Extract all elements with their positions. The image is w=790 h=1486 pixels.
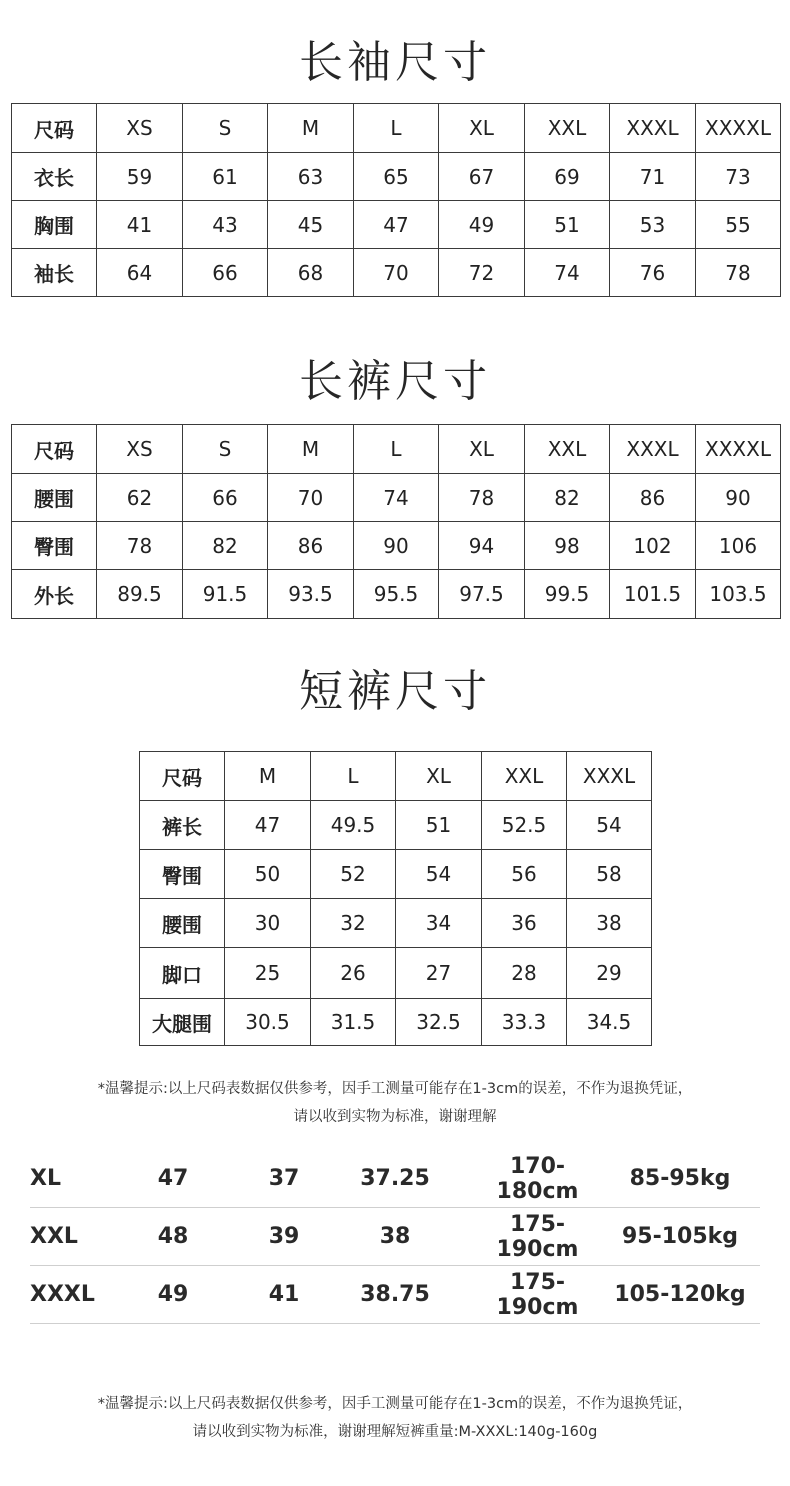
table-cell: 89.5 <box>97 570 183 619</box>
table-cell: 71 <box>610 153 696 201</box>
table-cell: 47 <box>225 801 311 850</box>
table-cell: 30 <box>225 899 311 948</box>
table-cell: 54 <box>396 850 482 899</box>
table-cell: 69 <box>525 153 610 201</box>
table-cell: 82 <box>525 474 610 522</box>
fit-row <box>30 1208 760 1266</box>
table-cell: 52.5 <box>482 801 567 850</box>
note-line: 请以收到实物为标准，谢谢理解 <box>293 1109 497 1125</box>
table-cell: 29 <box>567 948 652 999</box>
table-cell: 36 <box>482 899 567 948</box>
table-cell: 34 <box>396 899 482 948</box>
table-cell: 59 <box>97 153 183 201</box>
table-cell: 56 <box>482 850 567 899</box>
fit-row <box>30 1150 760 1208</box>
long-pants-size-table <box>11 424 781 619</box>
table-cell: 76 <box>610 249 696 297</box>
table-cell: 70 <box>354 249 439 297</box>
fit-value: 175-190cm <box>496 1211 579 1262</box>
fit-reference-grid <box>30 1150 760 1324</box>
table-row <box>140 948 652 999</box>
table-cell: 47 <box>354 201 439 249</box>
table-cell: XXXL <box>567 752 652 801</box>
fit-value: 49 <box>157 1282 189 1307</box>
table-cell: 97.5 <box>439 570 525 619</box>
row-label-cell: 腰围 <box>12 474 97 522</box>
row-label-cell: 尺码 <box>140 752 225 801</box>
table-cell: 49 <box>439 201 525 249</box>
table-cell: 68 <box>268 249 354 297</box>
table-cell: 25 <box>225 948 311 999</box>
table-cell: 74 <box>354 474 439 522</box>
table-cell: 30.5 <box>225 999 311 1046</box>
fit-value: 85-95kg <box>629 1166 731 1191</box>
table-cell: S <box>183 425 268 474</box>
table-cell: 70 <box>268 474 354 522</box>
row-label-cell: 衣长 <box>12 153 97 201</box>
fit-value: 47 <box>157 1166 189 1191</box>
table-row <box>12 522 781 570</box>
table-cell: 66 <box>183 249 268 297</box>
row-label-cell: 胸围 <box>12 201 97 249</box>
table-cell: 72 <box>439 249 525 297</box>
table-cell: 33.3 <box>482 999 567 1046</box>
table-cell: 54 <box>567 801 652 850</box>
table-row <box>12 201 781 249</box>
table-cell: XXXXL <box>696 104 781 153</box>
row-label-cell: 腰围 <box>140 899 225 948</box>
table-row <box>140 850 652 899</box>
table-cell: XXXL <box>610 104 696 153</box>
row-label-cell: 脚口 <box>140 948 225 999</box>
table-cell: M <box>268 425 354 474</box>
table-cell: 94 <box>439 522 525 570</box>
fit-value: 175-190cm <box>496 1269 579 1320</box>
table-cell: 51 <box>396 801 482 850</box>
table-cell: 64 <box>97 249 183 297</box>
table-cell: 78 <box>439 474 525 522</box>
table-cell: 62 <box>97 474 183 522</box>
table-cell: 26 <box>311 948 396 999</box>
table-row <box>140 801 652 850</box>
table-cell: 41 <box>97 201 183 249</box>
fit-size-label: XXL <box>30 1224 78 1249</box>
table-cell: 45 <box>268 201 354 249</box>
long-sleeve-size-table <box>11 103 781 297</box>
table-cell: 50 <box>225 850 311 899</box>
table-cell: XL <box>439 104 525 153</box>
table-cell: 73 <box>696 153 781 201</box>
table-cell: 93.5 <box>268 570 354 619</box>
fit-value: 38 <box>379 1224 411 1249</box>
row-label-cell: 袖长 <box>12 249 97 297</box>
table-cell: 28 <box>482 948 567 999</box>
row-label-cell: 外长 <box>12 570 97 619</box>
table-cell: 78 <box>696 249 781 297</box>
table-cell: L <box>354 425 439 474</box>
shorts-size-table <box>139 751 652 1046</box>
table-cell: 61 <box>183 153 268 201</box>
table-cell: 43 <box>183 201 268 249</box>
table-cell: 99.5 <box>525 570 610 619</box>
shorts-title: 短裤尺寸 <box>299 666 491 717</box>
table-row <box>12 249 781 297</box>
table-cell: 63 <box>268 153 354 201</box>
row-label-cell: 尺码 <box>12 425 97 474</box>
fit-value: 39 <box>268 1224 300 1249</box>
table-cell: 101.5 <box>610 570 696 619</box>
table-row <box>12 153 781 201</box>
row-label-cell: 裤长 <box>140 801 225 850</box>
fit-size-label: XL <box>30 1166 61 1191</box>
table-cell: XXXXL <box>696 425 781 474</box>
table-cell: XXL <box>525 104 610 153</box>
table-cell: M <box>268 104 354 153</box>
fit-row <box>30 1266 760 1324</box>
table-cell: XS <box>97 104 183 153</box>
table-cell: 65 <box>354 153 439 201</box>
fit-value: 48 <box>157 1224 189 1249</box>
table-cell: XXXL <box>610 425 696 474</box>
fit-size-label: XXXL <box>30 1282 95 1307</box>
fit-value: 105-120kg <box>614 1282 746 1307</box>
table-cell: 102 <box>610 522 696 570</box>
table-cell: 38 <box>567 899 652 948</box>
table-cell: L <box>354 104 439 153</box>
table-cell: 34.5 <box>567 999 652 1046</box>
fit-value: 38.75 <box>360 1282 430 1307</box>
note-line: *温馨提示:以上尺码表数据仅供参考，因手工测量可能存在1-3cm的误差，不作为退换凭证， <box>97 1396 693 1412</box>
fit-value: 37 <box>268 1166 300 1191</box>
note-line: *温馨提示:以上尺码表数据仅供参考，因手工测量可能存在1-3cm的误差，不作为退换凭证， <box>97 1081 693 1097</box>
table-cell: 103.5 <box>696 570 781 619</box>
table-row <box>140 899 652 948</box>
fit-value: 95-105kg <box>621 1224 739 1249</box>
table-cell: 106 <box>696 522 781 570</box>
fit-value: 37.25 <box>360 1166 430 1191</box>
table-cell: 90 <box>354 522 439 570</box>
table-cell: XXL <box>482 752 567 801</box>
table-cell: XXL <box>525 425 610 474</box>
row-label-cell: 臀围 <box>12 522 97 570</box>
size-disclaimer-note <box>0 1075 790 1131</box>
row-label-cell: 臀围 <box>140 850 225 899</box>
table-cell: 67 <box>439 153 525 201</box>
table-cell: 86 <box>610 474 696 522</box>
table-cell: L <box>311 752 396 801</box>
table-cell: XL <box>439 425 525 474</box>
table-cell: 31.5 <box>311 999 396 1046</box>
table-cell: 52 <box>311 850 396 899</box>
table-cell: 82 <box>183 522 268 570</box>
table-cell: 90 <box>696 474 781 522</box>
row-label-cell: 尺码 <box>12 104 97 153</box>
table-cell: 32 <box>311 899 396 948</box>
size-header-row <box>12 425 781 474</box>
row-label-cell: 大腿围 <box>140 999 225 1046</box>
table-cell: 91.5 <box>183 570 268 619</box>
table-cell: 78 <box>97 522 183 570</box>
size-header-row <box>140 752 652 801</box>
table-cell: 49.5 <box>311 801 396 850</box>
note-line: 请以收到实物为标准，谢谢理解短裤重量:M-XXXL:140g-160g <box>192 1424 598 1440</box>
table-cell: 53 <box>610 201 696 249</box>
table-cell: 74 <box>525 249 610 297</box>
fit-value: 41 <box>268 1282 300 1307</box>
table-cell: 86 <box>268 522 354 570</box>
table-cell: S <box>183 104 268 153</box>
table-cell: M <box>225 752 311 801</box>
table-cell: XS <box>97 425 183 474</box>
table-row <box>12 474 781 522</box>
table-cell: 98 <box>525 522 610 570</box>
table-row <box>12 570 781 619</box>
table-row <box>140 999 652 1046</box>
table-cell: 58 <box>567 850 652 899</box>
size-header-row <box>12 104 781 153</box>
shorts-weight-note <box>0 1390 790 1446</box>
table-cell: 51 <box>525 201 610 249</box>
table-cell: 55 <box>696 201 781 249</box>
table-cell: 66 <box>183 474 268 522</box>
table-cell: XL <box>396 752 482 801</box>
table-cell: 32.5 <box>396 999 482 1046</box>
long-sleeve-title: 长袖尺寸 <box>299 37 491 88</box>
fit-value: 170-180cm <box>496 1153 579 1204</box>
table-cell: 27 <box>396 948 482 999</box>
table-cell: 95.5 <box>354 570 439 619</box>
long-pants-title: 长裤尺寸 <box>299 356 491 407</box>
